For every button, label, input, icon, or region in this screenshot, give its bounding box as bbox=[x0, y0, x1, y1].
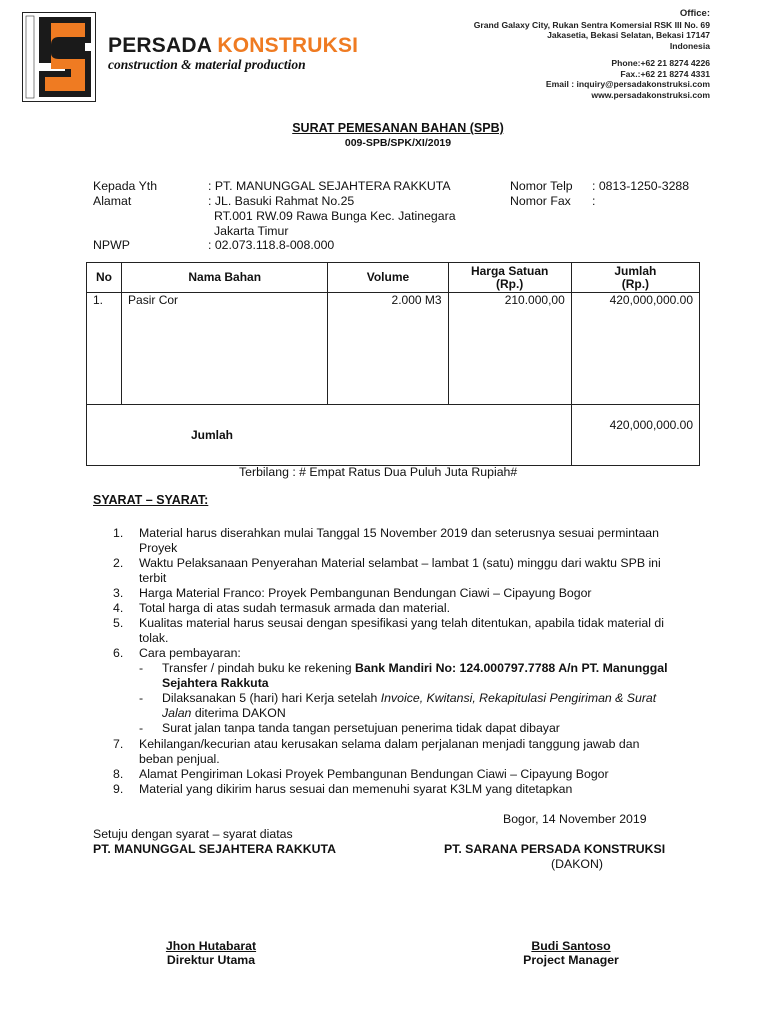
sub-item-surat-jalan: Surat jalan tanpa tanda tangan persetujuan penerima tidak dapat dibayar bbox=[162, 721, 560, 735]
alamat-label: Alamat bbox=[93, 194, 132, 208]
list-item: Alamat Pengiriman Lokasi Proyek Pembangunan Bendungan Ciawi – Cipayung Bogor bbox=[139, 767, 609, 781]
office-address-line: Grand Galaxy City, Rukan Sentra Komersial RSK III No. 69 bbox=[473, 19, 710, 30]
total-label: Jumlah bbox=[87, 405, 572, 466]
agree-text: Setuju dengan syarat – syarat diatas bbox=[93, 827, 293, 841]
list-item: Total harga di atas sudah termasuk armada dan material. bbox=[139, 601, 451, 615]
items-table bbox=[86, 262, 700, 466]
sub-item-pelaksanaan: Dilaksanakan 5 (hari) hari Kerja setelah Invoice, Kwitansi, Rekapitulasi Pengiriman & Surat bbox=[162, 691, 657, 705]
header-volume: Volume bbox=[328, 263, 448, 293]
npwp-label: NPWP bbox=[93, 238, 130, 252]
kepada-value: : PT. MANUNGGAL SEJAHTERA RAKKUTA bbox=[208, 179, 451, 193]
brand-tagline: construction & material production bbox=[108, 57, 306, 72]
list-item-cont: Proyek bbox=[139, 541, 178, 555]
npwp-value: : 02.073.118.8-008.000 bbox=[208, 238, 335, 252]
list-number: 3. bbox=[113, 586, 124, 600]
office-phone: Phone:+62 21 8274 4226 bbox=[611, 57, 710, 68]
document-number: 009-SPB/SPK/XI/2019 bbox=[344, 137, 452, 149]
office-title: Office: bbox=[679, 8, 710, 19]
list-number: 6. bbox=[113, 646, 124, 660]
list-number: 8. bbox=[113, 767, 124, 781]
list-number: 9. bbox=[113, 782, 124, 796]
total-value: 420,000,000.00 bbox=[571, 405, 699, 466]
fax-value: : bbox=[592, 194, 596, 208]
office-fax: Fax.:+62 21 8274 4331 bbox=[620, 68, 710, 79]
table-header-row bbox=[87, 263, 700, 293]
list-item-cont: terbit bbox=[139, 571, 167, 585]
right-company-abbr: (DAKON) bbox=[551, 857, 603, 871]
header-harga: Harga Satuan (Rp.) bbox=[448, 263, 571, 293]
list-item: Material yang dikirim harus sesuai dan memenuhi syarat K3LM yang ditetapkan bbox=[139, 782, 573, 796]
cell-volume: 2.000 M3 bbox=[328, 293, 448, 405]
list-number: 2. bbox=[113, 556, 124, 570]
right-signer-title: Project Manager bbox=[523, 953, 619, 967]
list-item: Harga Material Franco: Proyek Pembangunan Bendungan Ciawi – Cipayung Bogor bbox=[139, 586, 592, 600]
office-address-line: Jakasetia, Bekasi Selatan, Bekasi 17147 bbox=[547, 30, 710, 41]
list-item-cont: beban penjual. bbox=[139, 752, 220, 766]
left-company: PT. MANUNGGAL SEJAHTERA RAKKUTA bbox=[93, 842, 336, 856]
alamat-line: : JL. Basuki Rahmat No.25 bbox=[208, 194, 355, 208]
sub-item-cont: Jalan diterima DAKON bbox=[162, 706, 286, 720]
header-no: No bbox=[87, 263, 122, 293]
header-nama: Nama Bahan bbox=[122, 263, 328, 293]
list-number: 7. bbox=[113, 737, 124, 751]
syarat-heading: SYARAT – SYARAT: bbox=[93, 493, 209, 507]
table-row bbox=[87, 293, 700, 405]
list-item: Material harus diserahkan mulai Tanggal 15 November 2019 dan seterusnya sesuai permintaan bbox=[139, 526, 659, 540]
cell-no: 1. bbox=[87, 293, 122, 405]
office-website: www.persadakonstruksi.com bbox=[591, 89, 710, 100]
list-item: Kehilangan/kecurian atau kerusakan selama dalam perjalanan menjadi tanggung jawab dan bbox=[139, 737, 640, 751]
sub-item-transfer: Transfer / pindah buku ke rekening Bank Mandiri No: 124.000797.7788 A/n PT. Manunggal bbox=[162, 661, 668, 675]
terbilang: Terbilang : # Empat Ratus Dua Puluh Juta Rupiah# bbox=[239, 465, 518, 479]
left-signer-name: Jhon Hutabarat bbox=[165, 939, 257, 953]
telp-label: Nomor Telp bbox=[510, 179, 573, 193]
brand-name: PERSADA KONSTRUKSI bbox=[108, 34, 359, 57]
list-number: 1. bbox=[113, 526, 124, 540]
company-logo bbox=[22, 12, 96, 102]
left-signer-title: Direktur Utama bbox=[166, 953, 256, 967]
header-jumlah: Jumlah (Rp.) bbox=[571, 263, 699, 293]
list-item: Cara pembayaran: bbox=[139, 646, 241, 660]
alamat-line: RT.001 RW.09 Rawa Bunga Kec. Jatinegara bbox=[214, 209, 456, 223]
place-date: Bogor, 14 November 2019 bbox=[503, 812, 647, 826]
fax-label: Nomor Fax bbox=[510, 194, 571, 208]
sub-bullet: - bbox=[139, 691, 144, 705]
kepada-label: Kepada Yth bbox=[93, 179, 158, 193]
cell-nama: Pasir Cor bbox=[122, 293, 328, 405]
right-signer-name: Budi Santoso bbox=[531, 939, 611, 953]
sub-bullet: - bbox=[139, 721, 144, 735]
telp-value: : 0813-1250-3288 bbox=[592, 179, 690, 193]
list-item: Waktu Pelaksanaan Penyerahan Material selambat – lambat 1 (satu) minggu dari waktu SPB ini bbox=[139, 556, 661, 570]
table-total-row bbox=[87, 405, 700, 466]
office-info bbox=[474, 9, 710, 101]
sub-bullet: - bbox=[139, 661, 144, 675]
office-email: Email : inquiry@persadakonstruksi.com bbox=[545, 79, 710, 90]
document-title: SURAT PEMESANAN BAHAN (SPB) bbox=[292, 121, 504, 135]
sub-item-cont: Sejahtera Rakkuta bbox=[162, 676, 269, 690]
logo-mark-icon bbox=[23, 13, 95, 101]
list-item-cont: tolak. bbox=[139, 631, 169, 645]
list-item: Kualitas material harus seusai dengan spesifikasi yang telah ditentukan, apabila tidak material di bbox=[139, 616, 664, 630]
cell-harga: 210.000,00 bbox=[448, 293, 571, 405]
cell-jumlah: 420,000,000.00 bbox=[571, 293, 699, 405]
alamat-line: Jakarta Timur bbox=[214, 224, 289, 238]
list-number: 4. bbox=[113, 601, 124, 615]
office-address-line: Indonesia bbox=[669, 41, 710, 52]
list-number: 5. bbox=[113, 616, 124, 630]
right-company: PT. SARANA PERSADA KONSTRUKSI bbox=[444, 842, 666, 856]
